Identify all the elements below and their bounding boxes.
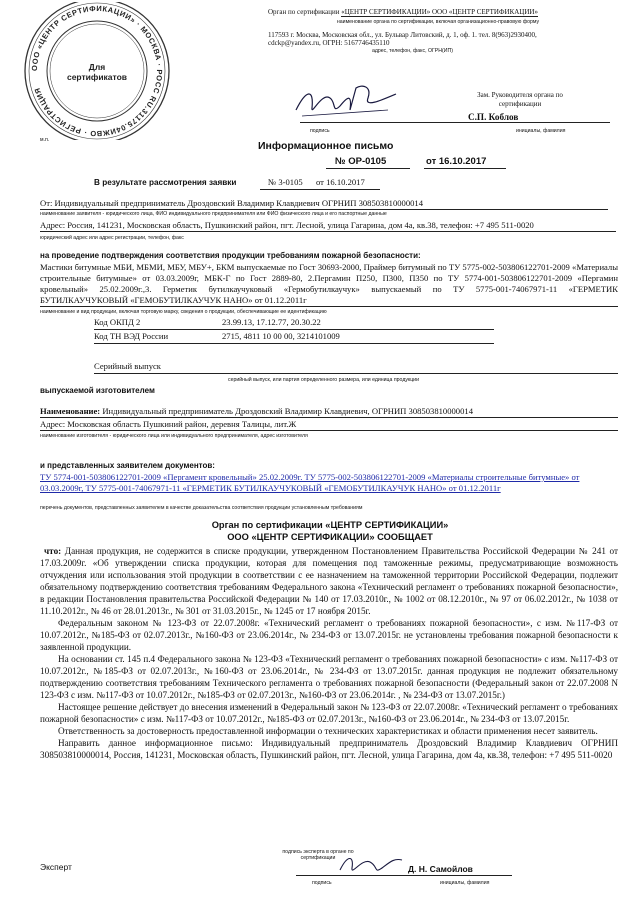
head-caption-name: инициалы, фамилия <box>516 128 566 134</box>
tnved-label: Код ТН ВЭД России <box>94 331 169 341</box>
tnved-value: 2715, 4811 10 00 00, 3214101009 <box>222 331 340 341</box>
org-address-caption: адрес, телефон, факс, ОГРН(ИП) <box>372 47 453 54</box>
letter-title: Информационное письмо <box>258 140 394 152</box>
okpd-label: Код ОКПД 2 <box>94 317 141 327</box>
expert-caption-top-line2: сертификации <box>300 855 336 861</box>
announcement-line1: Орган по сертификации «ЦЕНТР СЕРТИФИКАЦИИ» <box>211 520 449 530</box>
subject-text: Мастики битумные МБИ, МБМИ, МБУ, МБУ+, БКМ выпускаемые по Гост 30693-2000, Праймер битумный по ТУ 5775-002-503806122701-2009 «Материалы строительные битумные» от 03.03.2009г, МБК-Г по Гост 2889-80, 2.Пергамин П250, П300, П350 по ТУ 5774-001-503806122701-2009 «Пергамин кровельный» 25.02.2009г.,3. Герметик бутилкаучуковый «Гермобутилкаучук» выпускаемый по ТУ 5775-001-74067971-11 «ГЕРМЕТИК БУТИЛКАУЧУКОВЫЙ «ГЕМОБУТИЛКАУЧУК НАНО» от 01.12.2011г <box>40 262 618 305</box>
review-number: № 3-0105 <box>268 177 303 187</box>
stamp-center-line2: сертификатов <box>66 72 128 82</box>
review-label: В результате рассмотрения заявки <box>94 178 237 187</box>
mp-label: м.п. <box>40 137 50 143</box>
head-title-line2: сертификации <box>498 99 542 108</box>
announcement-line2: ООО «ЦЕНТР СЕРТИФИКАЦИИ» СООБЩАЕТ <box>227 532 433 542</box>
letter-number: № ОР-0105 <box>335 156 387 167</box>
what-label: что: <box>44 546 62 556</box>
serial-label: Серийный выпуск <box>94 361 161 371</box>
announcement-p1: Данная продукция, не содержится в списке продукции, утвержденном Постановлением Правительства Российской Федерации № 241 от 17.03.2009г. «Об утверждении списка продукции, которая для помещения под таможенные режимы, предусматривающие возможность отчуждения или использования этой продукции в соответствии с ее назначением на таможенной территории Российской Федерации, подлежит обязательному подтверждению соответствия требованиям Федерального закона «Технический регламент о требованиях пожарной безопасности», в редакции Постановления правительства Российской Федерации № 140 от 17.03.2010г., № 1002 от 08.12.2010г., № 97 от 06.02.2012г., № 1038 от 11.10.2012г., № 46 от 28.01.2013г., № 301 от 31.03.2015г., № 1245 от 17 ноября 2015г. <box>40 546 619 616</box>
documents-heading: и представленных заявителем документов: <box>40 461 215 470</box>
manufacturer-name-value: Индивидуальный предприниматель Дроздовский Владимир Клавдиевич, ОГРНИП 308503810000014 <box>102 406 473 416</box>
announcement-p2: Федеральным законом № 123-ФЗ от 22.07.2008г. «Технический регламент о требованиях пожарной безопасности», с изм. №117-ФЗ от 10.07.2012г., №185-ФЗ от 02.07.2013г., №160-ФЗ от 23.06.2014г., № 234-ФЗ от 13.07.2015г. не установлены требования пожарной безопасности к заявленной продукции. <box>40 618 618 652</box>
announcement-p3: На основании ст. 145 п.4 Федерального закона № 123-ФЗ «Технический регламент о требованиях пожарной безопасности» с изм. №117-ФЗ от 10.07.2012г., №185-ФЗ от 02.07.2013г., №160-ФЗ от 23.06.2014г., № 234-ФЗ от 13.07.2015г. данная продукция не подлежит обязательному подтверждению соответствия требованиям Технического регламента о требованиях пожарной безопасности (Федеральный закон от 22.07.2008 N 123-ФЗ с изм. №117-ФЗ от 10.07.2012г., №185-ФЗ от 02.07.2013г., №160-ФЗ от 23.06.2014г. , № 234-ФЗ от 13.07.2015г.) <box>40 654 618 700</box>
applicant-caption: наименование заявителя - юридического лица, ФИО индивидуального предпринимателя или ФИО физического лица и его паспортные данные <box>40 211 387 217</box>
org-name: «ЦЕНТР СЕРТИФИКАЦИИ» ООО «ЦЕНТР СЕРТИФИКАЦИИ» <box>341 8 538 16</box>
subject-caption: наименование и вид продукции, включая торговую марку, сведения о продукции, обеспечивающие ее идентификацию <box>40 309 327 315</box>
head-caption-sign: подпись <box>310 128 330 134</box>
manufacturer-name-label: Наименование: <box>40 406 101 416</box>
org-caption: наименование органа по сертификации, включая организационно-правовую форму <box>336 18 540 25</box>
documents-caption: перечень документов, представленных заявителем в качестве доказательства соответствия продукции установленным требованиям <box>40 505 363 511</box>
review-date: от 16.10.2017 <box>316 177 365 187</box>
expert-label: Эксперт <box>40 862 72 872</box>
stamp-center-line1: Для <box>88 62 106 72</box>
expert-name: Д. Н. Самойлов <box>408 864 473 874</box>
applicant-address: Адрес: Россия, 141231, Московская область, Пушкинский район, пгт. Лесной, улица Гагарина, дом 4а, кв.38, телефон: +7 495 511-0020 <box>40 220 616 232</box>
expert-signature-icon <box>336 850 406 878</box>
org-email: cdckp@yandex.ru, ОГРН: 5167746435110 <box>268 39 390 47</box>
head-title-line1: Зам. Руководителя органа по <box>477 91 563 99</box>
stamp-ring-text: ООО «ЦЕНТР СЕРТИФИКАЦИИ» · МОСКВА · РОСС RU.31175.04ИЖВО · РЕГИСТРАЦИЯ <box>29 3 165 139</box>
org-label-prefix: Орган по сертификации <box>268 8 340 16</box>
expert-caption-sign: подпись <box>312 880 332 886</box>
letter-date: от 16.10.2017 <box>426 156 487 167</box>
applicant-address-caption: юридический адрес или адрес регистрации, телефон, факс <box>40 235 184 241</box>
announcement-p4: Настоящее решение действует до внесения изменений в Федеральный закон № 123-ФЗ от 22.07.2008г. «Технический регламент о требованиях пожарной безопасности» с изм. №117-ФЗ от 10.07.2012г., №185-ФЗ от 02.07.2013г., №160-ФЗ от 23.06.2014г., № 234-ФЗ от 13.07.2015г. <box>40 702 618 724</box>
expert-caption-top-line1: подпись эксперта в органе по <box>282 849 354 855</box>
documents-text[interactable]: ТУ 5774-001-503806122701-2009 «Пергамент кровельный» 25.02.2009г. ТУ 5775-002-503806122701-2009 «Материалы строительные битумные» от 03.03.2009г, ТУ 5775-001-74067971-11 «ГЕРМЕТИК БУТИЛКАУЧУКОВЫЙ «ГЕМОБУТИЛКАУЧУК НАНО» от 01.12.2011г <box>40 472 580 493</box>
manufacturer-caption: наименование изготовителя - юридического лица или индивидуального предпринимателя, адрес изготовителя <box>40 433 308 439</box>
okpd-value: 23.99.13, 17.12.77, 20.30.22 <box>222 317 321 327</box>
announcement-p5: Ответственность за достоверность предоставленной информации о технических характеристиках и области применения несет заявитель. <box>58 726 598 736</box>
org-address: 117593 г. Москва, Московская обл., ул. Бульвар Литовский, д. 1, оф. 1. тел. 8(963)2930400, <box>268 30 537 39</box>
head-name: С.П. Коблов <box>468 112 519 122</box>
applicant-line: От: Индивидуальный предприниматель Дроздовский Владимир Клавдиевич ОГРНИП 308503810000014 <box>40 198 608 210</box>
subject-heading: на проведение подтверждения соответствия продукции требованиям пожарной безопасности: <box>40 251 421 260</box>
manufacturer-heading: выпускаемой изготовителем <box>40 386 155 395</box>
round-stamp <box>4 2 190 140</box>
head-signature-icon <box>292 80 402 122</box>
expert-caption-name: инициалы, фамилия <box>440 880 490 886</box>
serial-caption: серийный выпуск, или партия определенного размера, или единица продукции <box>228 377 419 383</box>
announcement-p6: Направить данное информационное письмо: Индивидуальный предприниматель Дроздовский Владимир Клавдиевич ОГРНИП 308503810000014, Россия, 141231, Московская область, Пушкинский район, пгт. Лесной, улица Гагарина, дом 4а, кв.38, телефон: +7 495 511-0020 <box>40 738 618 760</box>
manufacturer-address: Адрес: Московская область Пушкиний район, деревня Талицы, лит.Ж <box>40 419 618 431</box>
